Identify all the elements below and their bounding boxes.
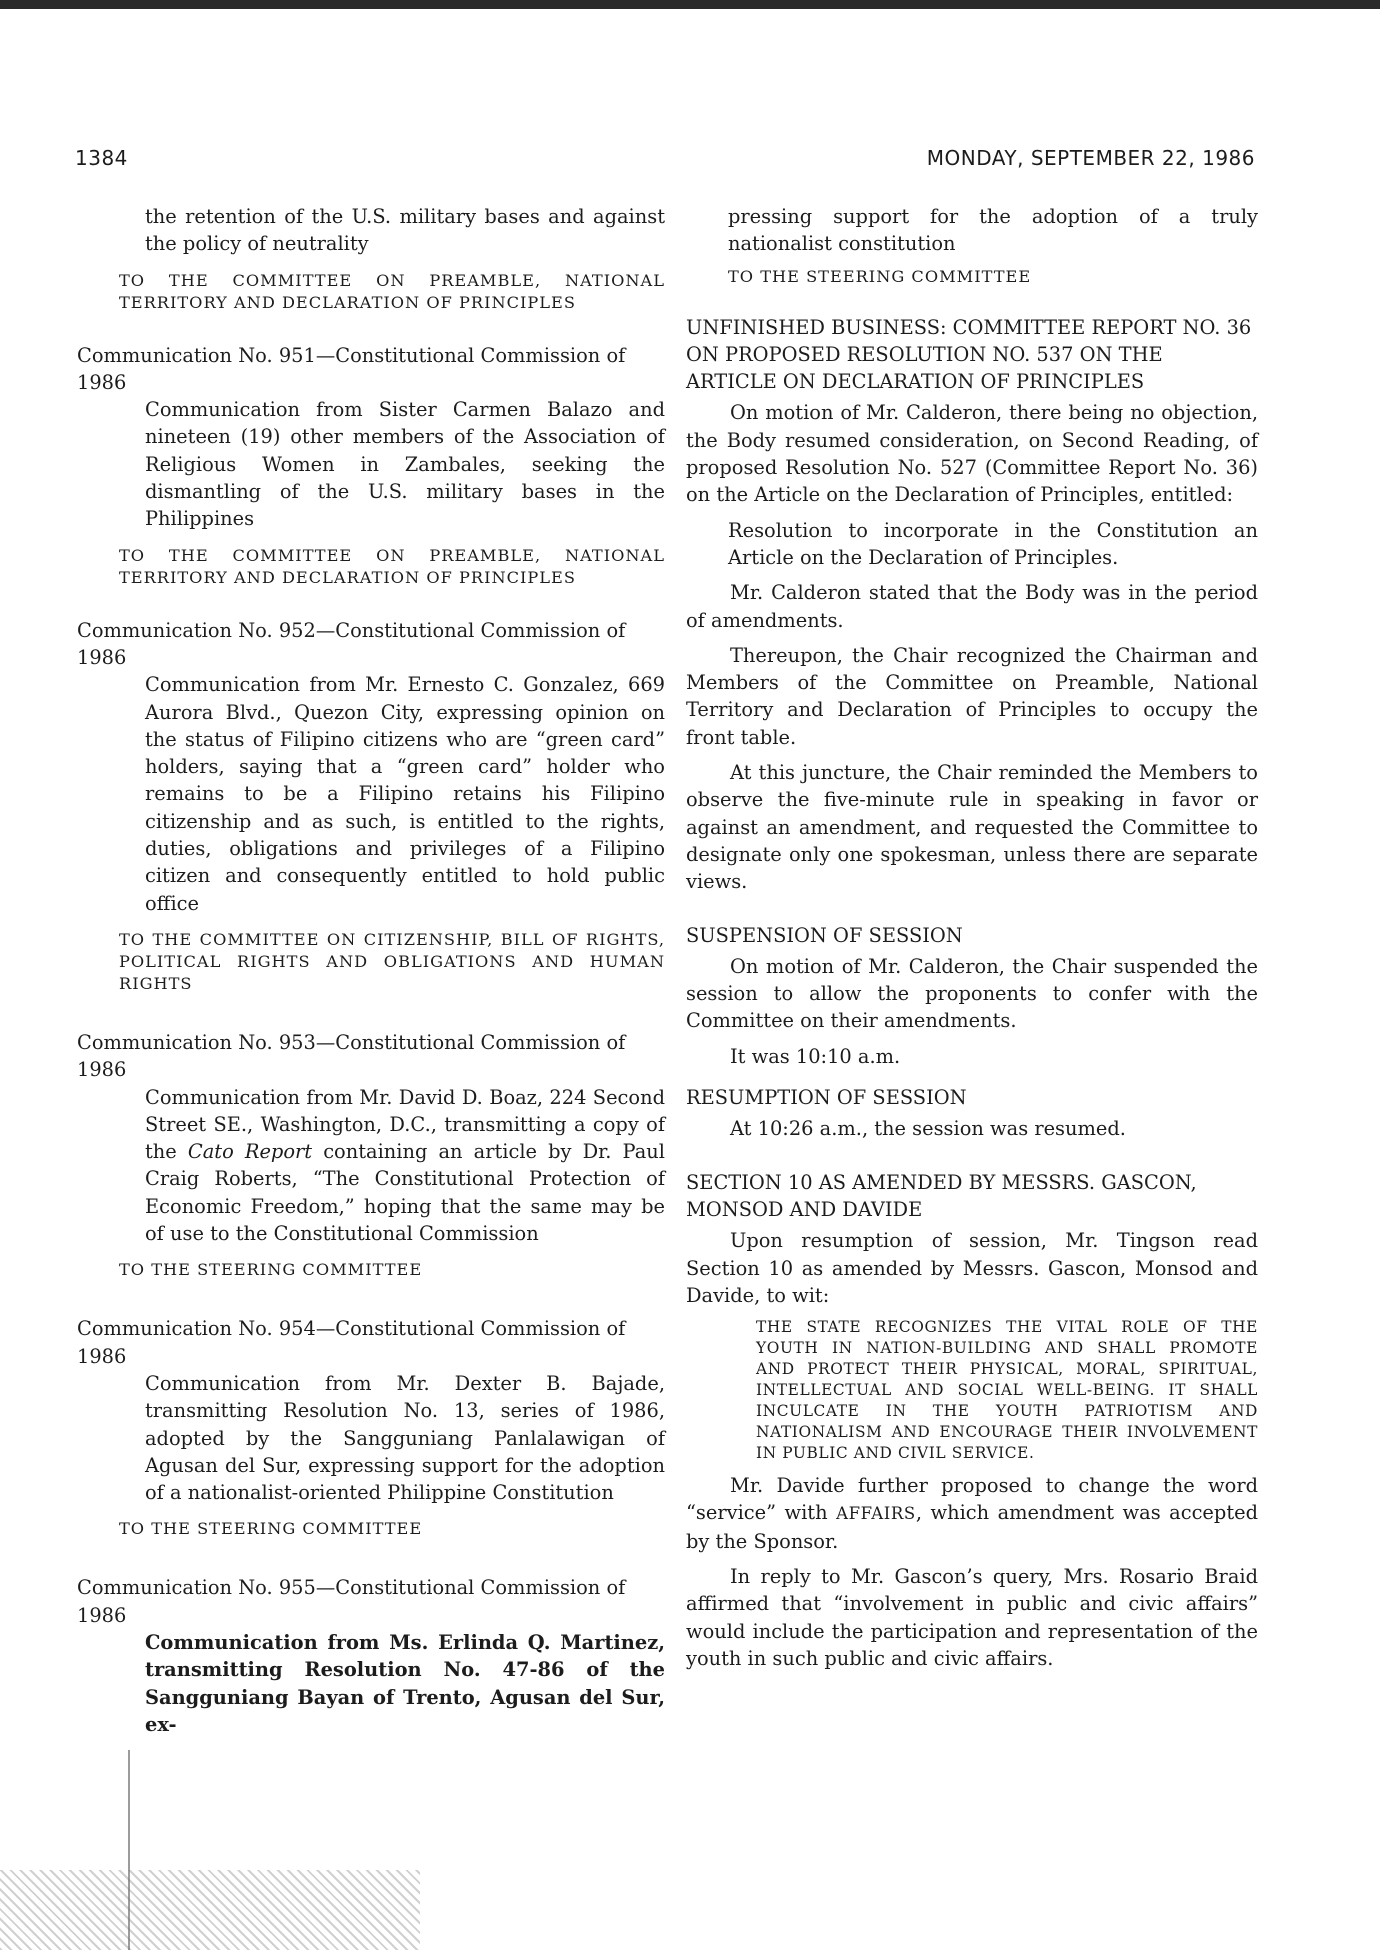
continued-text: the retention of the U.S. military bases and against the policy of neutrality xyxy=(145,205,665,256)
communication-item xyxy=(77,1574,665,1738)
paragraph: Upon resumption of session, Mr. Tingson read Section 10 as amended by Messrs. Gascon, Monsod and Davide, to wit: xyxy=(686,1229,1258,1307)
communication-heading: Communication No. 952—Constitutional Commission of 1986 xyxy=(77,618,626,669)
communication-item xyxy=(77,1029,665,1281)
section-heading: UNFINISHED BUSINESS: COMMITTEE REPORT NO. 36 ON PROPOSED RESOLUTION NO. 537 ON THE ARTICLE ON DECLARATION OF PRINCIPLES xyxy=(686,315,1252,394)
paragraph: In reply to Mr. Gascon’s query, Mrs. Rosario Braid affirmed that “involvement in public and civic affairs” would include the participation and representation of the youth in such public and civic affairs. xyxy=(686,1564,1258,1670)
referral: TO THE STEERING COMMITTEE xyxy=(119,1260,423,1280)
amended-word: AFFAIRS xyxy=(836,1504,916,1524)
communication-body: Communication from Mr. Ernesto C. Gonzalez, 669 Aurora Blvd., Quezon City, expressing opinion on the status of Filipino citizens who are “green card” holders, saying that a “green card” holder who remains to be a Filipino retains his Filipino citizenship and as such, is entitled to the rights, duties, obligations and privileges of a Filipino citizen and consequently entitled to hold public office xyxy=(145,673,665,915)
body-text: containing an article by Dr. Paul Craig Roberts, “The Constitutional Protection of Economic Freedom,” hoping that the same may be of use to the Constitutional Commission xyxy=(145,1140,665,1246)
scan-top-border xyxy=(0,0,1380,9)
page-number: 1384 xyxy=(75,146,128,170)
communication-body: Communication from Mr. Dexter B. Bajade, transmitting Resolution No. 13, series of 1986, adopted by the Sangguniang Panlalawigan of Agusan del Sur, expressing support for the adoption of a nationalist-oriented Philippine Constitution xyxy=(145,1371,665,1505)
paragraph-text: Mr. Davide further proposed to change the word “service” with xyxy=(686,1474,1258,1525)
left-column xyxy=(77,203,665,1738)
referral: TO THE COMMITTEE ON PREAMBLE, NATIONAL TERRITORY AND DECLARATION OF PRINCIPLES xyxy=(119,270,665,312)
communication-item xyxy=(77,1315,665,1540)
referral: TO THE COMMITTEE ON PREAMBLE, NATIONAL TERRITORY AND DECLARATION OF PRINCIPLES xyxy=(119,545,665,587)
communication-body xyxy=(77,1084,665,1248)
scan-noise xyxy=(0,1870,420,1950)
communication-item xyxy=(77,342,665,589)
paragraph xyxy=(686,1472,1258,1555)
referral: TO THE STEERING COMMITTEE xyxy=(119,1519,423,1539)
section-heading: SECTION 10 AS AMENDED BY MESSRS. GASCON, MONSOD AND DAVIDE xyxy=(686,1170,1197,1221)
amended-section-quote: THE STATE RECOGNIZES THE VITAL ROLE OF THE YOUTH IN NATION-BUILDING AND SHALL PROMOTE AND PROTECT THEIR PHYSICAL, MORAL, SPIRITUAL, INTELLECTUAL AND SOCIAL WELL-BEING. IT SHALL INCULCATE IN THE YOUTH PATRIOTISM AND NATIONALISM AND ENCOURAGE THEIR INVOLVEMENT IN PUBLIC AND CIVIL SERVICE. xyxy=(756,1318,1258,1463)
section-10-section xyxy=(686,1169,1258,1673)
communication-body: Communication from Ms. Erlinda Q. Martinez, transmitting Resolution No. 47-86 of the Sangguniang Bayan of Trento, Agusan del Sur, ex- xyxy=(145,1630,665,1736)
publication-title: Cato Report xyxy=(187,1140,313,1164)
communication-item xyxy=(77,617,665,995)
page-header xyxy=(75,146,1255,178)
right-column xyxy=(686,203,1258,1680)
section-heading: SUSPENSION OF SESSION xyxy=(686,923,963,947)
communication-heading: Communication No. 954—Constitutional Commission of 1986 xyxy=(77,1317,626,1368)
paragraph: At 10:26 a.m., the session was resumed. xyxy=(730,1117,1126,1141)
paragraph: At this juncture, the Chair reminded the Members to observe the five-minute rule in speaking in favor or against an amendment, and requested the Committee to designate only one spokesman, unless there are separate views. xyxy=(686,761,1258,894)
referral: TO THE COMMITTEE ON CITIZENSHIP, BILL OF RIGHTS, POLITICAL RIGHTS AND OBLIGATIONS AND HUMAN RIGHTS xyxy=(119,929,665,993)
communication-heading: Communication No. 951—Constitutional Commission of 1986 xyxy=(77,343,626,394)
page-date: MONDAY, SEPTEMBER 22, 1986 xyxy=(926,146,1255,170)
paragraph: On motion of Mr. Calderon, the Chair suspended the session to allow the proponents to confer with the Committee on their amendments. xyxy=(686,954,1258,1033)
suspension-section xyxy=(686,922,1258,1070)
paragraph: Thereupon, the Chair recognized the Chairman and Members of the Committee on Preamble, National Territory and Declaration of Principles to occupy the front table. xyxy=(686,643,1258,749)
paragraph: On motion of Mr. Calderon, there being no objection, the Body resumed consideration, on Second Reading, of proposed Resolution No. 527 (Committee Report No. 36) on the Article on the Declaration of Principles, entitled: xyxy=(686,401,1258,507)
resumption-section xyxy=(686,1084,1258,1143)
paragraph-text: , which amendment was accepted by the Sponsor. xyxy=(686,1501,1258,1553)
section-heading: RESUMPTION OF SESSION xyxy=(686,1086,967,1110)
continued-text: pressing support for the adoption of a truly nationalist constitution xyxy=(728,205,1258,256)
communication-heading: Communication No. 955—Constitutional Commission of 1986 xyxy=(77,1576,626,1627)
body-text: Communication from Mr. David D. Boaz, 224 Second Street SE., Washington, D.C., transmitting a copy of the xyxy=(145,1085,665,1164)
paragraph: Mr. Calderon stated that the Body was in the period of amendments. xyxy=(686,581,1258,632)
resolution-title-quote: Resolution to incorporate in the Constitution an Article on the Declaration of Principles. xyxy=(728,518,1258,569)
communication-body: Communication from Sister Carmen Balazo and nineteen (19) other members of the Association of Religious Women in Zambales, seeking the dismantling of the U.S. military bases in the Philippines xyxy=(145,398,665,531)
communication-heading: Communication No. 953—Constitutional Commission of 1986 xyxy=(77,1030,626,1082)
unfinished-business-section xyxy=(686,314,1258,896)
paragraph: It was 10:10 a.m. xyxy=(730,1044,901,1068)
referral: TO THE STEERING COMMITTEE xyxy=(728,266,1032,286)
